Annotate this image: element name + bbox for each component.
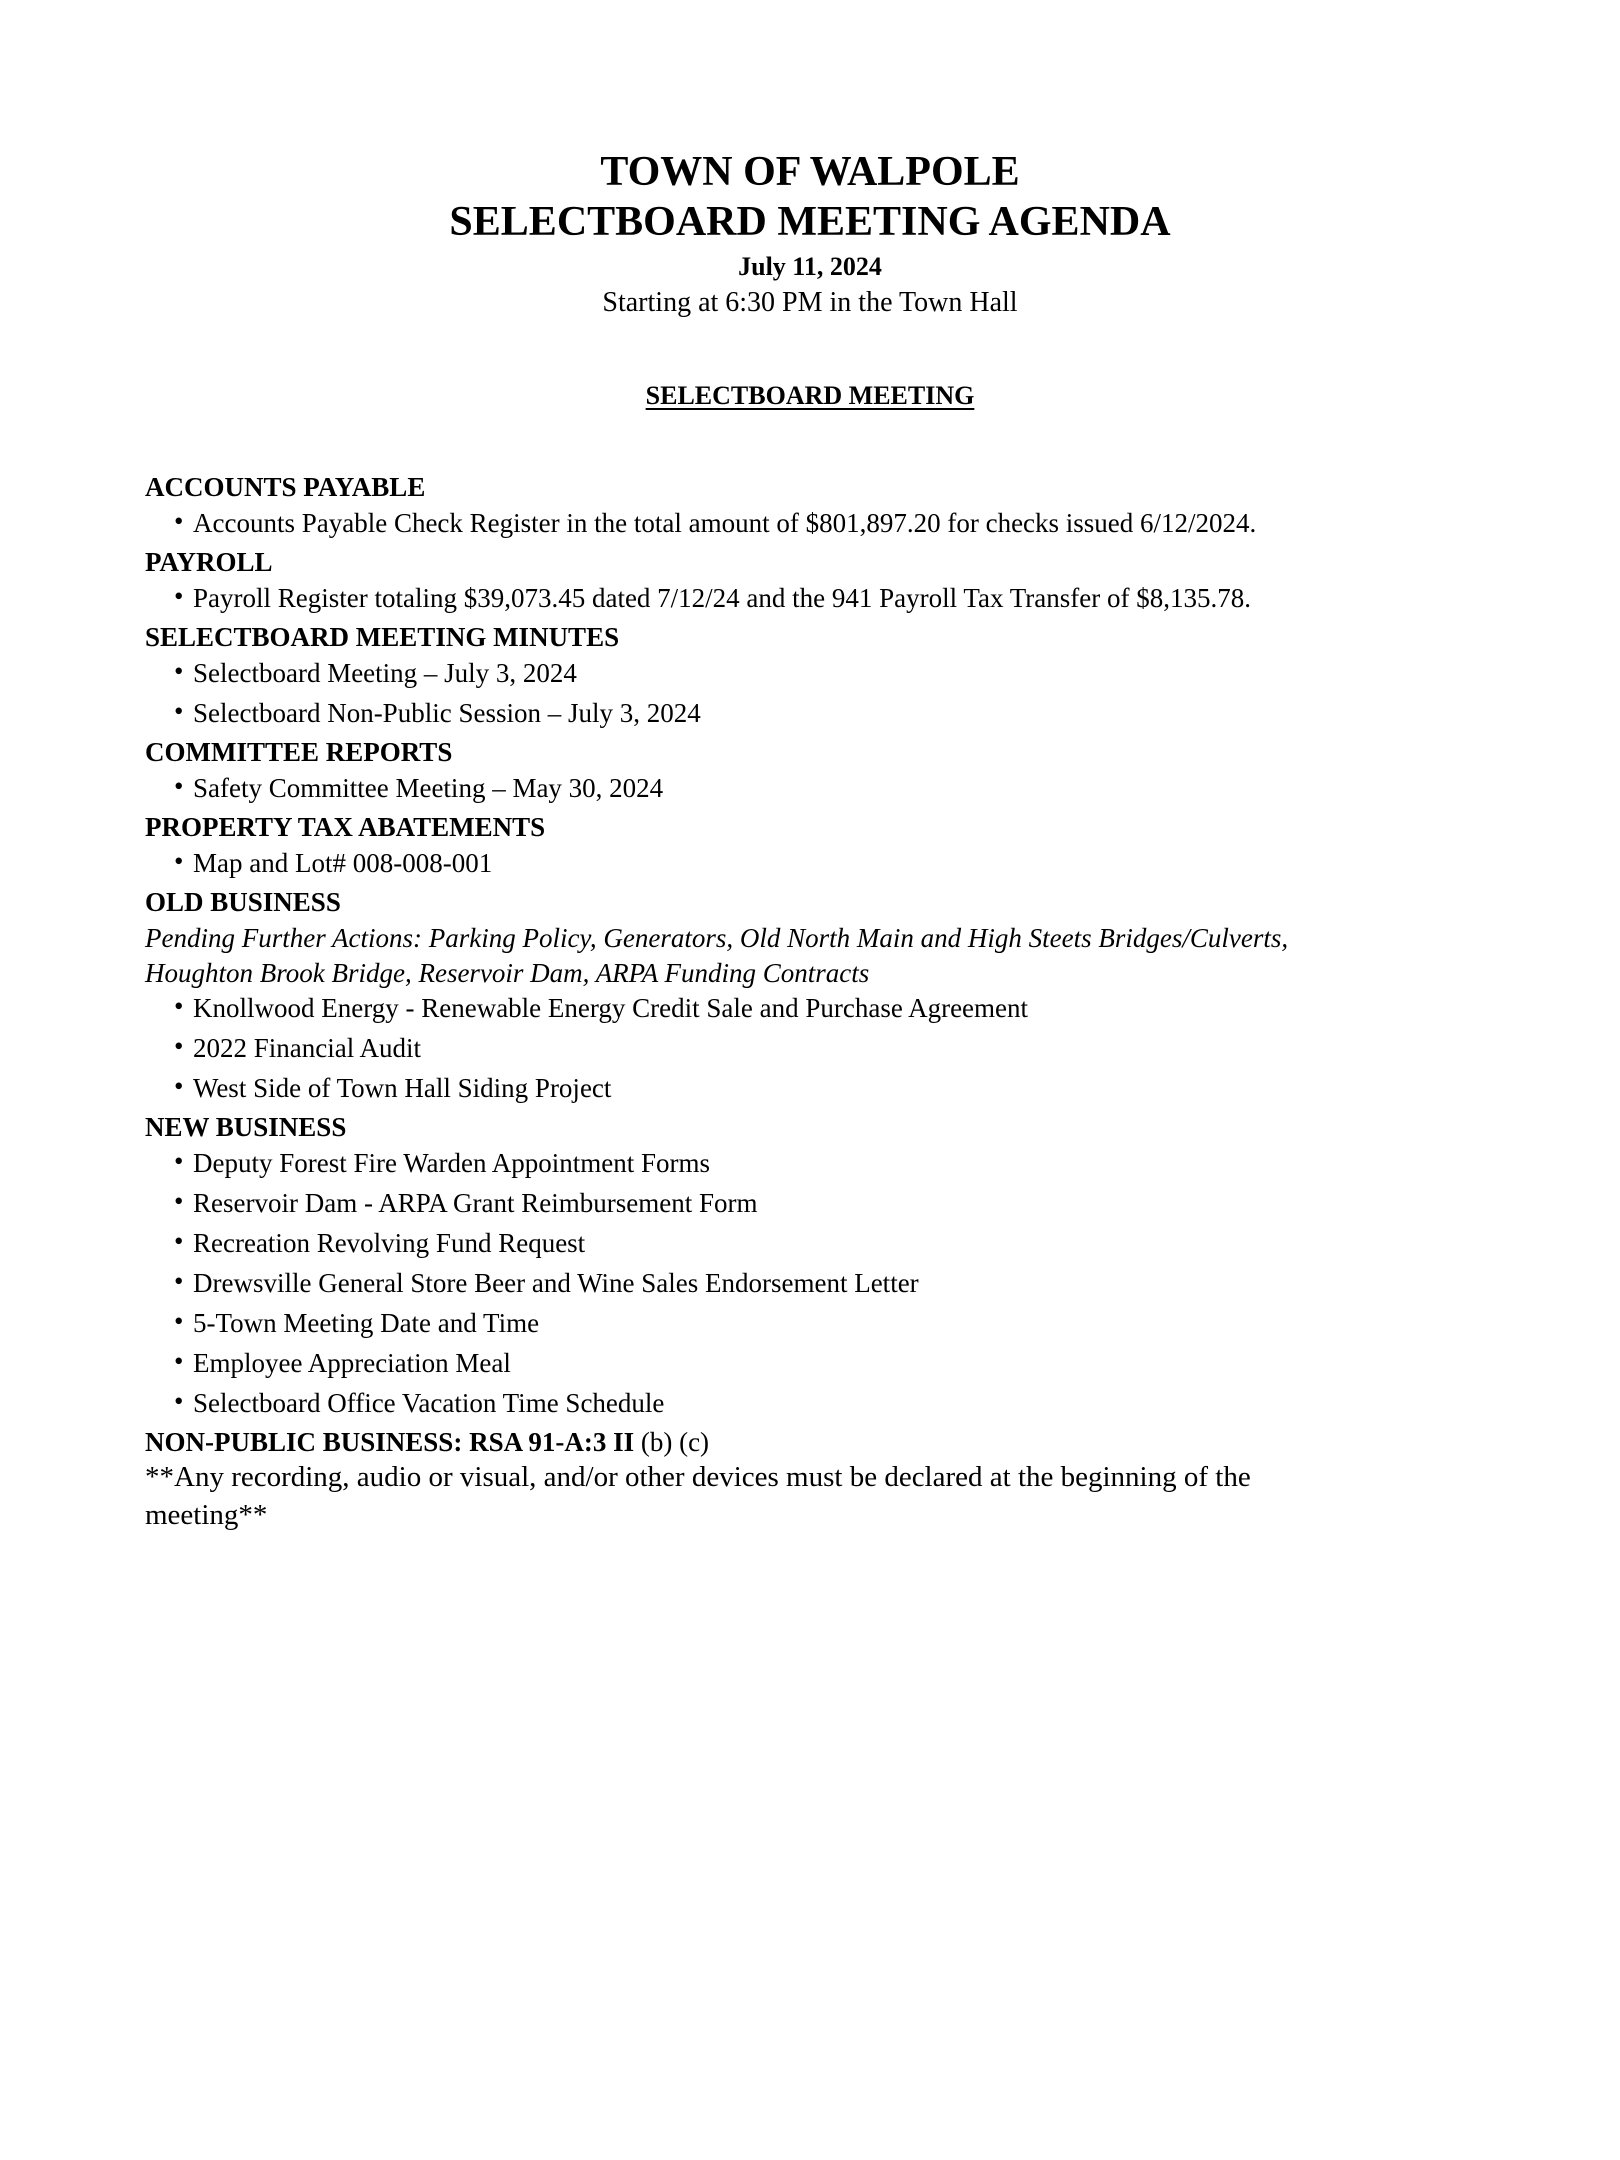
list-item: • Map and Lot# 008-008-001 xyxy=(193,850,492,877)
list-item: • Selectboard Meeting – July 3, 2024 xyxy=(193,660,577,687)
town-title: TOWN OF WALPOLE xyxy=(600,149,1020,195)
list-item: • Payroll Register totaling $39,073.45 dated 7/12/24 and the 941 Payroll Tax Transfer of $8,135.78. xyxy=(193,585,1251,612)
list-item: • Recreation Revolving Fund Request xyxy=(193,1230,585,1257)
heading-minutes: SELECTBOARD MEETING MINUTES xyxy=(145,622,620,652)
recording-notice-line-1: **Any recording, audio or visual, and/or other devices must be declared at the beginning of the xyxy=(145,1461,1251,1493)
list-item: • 5-Town Meeting Date and Time xyxy=(193,1310,539,1337)
list-item: • Selectboard Office Vacation Time Schedule xyxy=(193,1390,664,1417)
recording-notice-line-2: meeting** xyxy=(145,1499,268,1531)
heading-old-business: OLD BUSINESS xyxy=(145,887,341,917)
list-item: • Deputy Forest Fire Warden Appointment Forms xyxy=(193,1150,710,1177)
heading-accounts-payable: ACCOUNTS PAYABLE xyxy=(145,472,426,502)
non-public-heading: NON-PUBLIC BUSINESS: RSA 91-A:3 II xyxy=(145,1427,635,1457)
heading-new-business: NEW BUSINESS xyxy=(145,1112,347,1142)
list-item: • Knollwood Energy - Renewable Energy Credit Sale and Purchase Agreement xyxy=(193,995,1028,1022)
list-item: • Drewsville General Store Beer and Wine Sales Endorsement Letter xyxy=(193,1270,919,1297)
list-item: • Employee Appreciation Meal xyxy=(193,1350,511,1377)
list-item: • Reservoir Dam - ARPA Grant Reimbursement Form xyxy=(193,1190,757,1217)
list-item: • West Side of Town Hall Siding Project xyxy=(193,1075,611,1102)
pending-actions-line-1: Pending Further Actions: Parking Policy, Generators, Old North Main and High Steets Bridges/Culverts, xyxy=(145,923,1289,953)
section-heading: SELECTBOARD MEETING xyxy=(645,381,975,410)
list-item: • Accounts Payable Check Register in the total amount of $801,897.20 for checks issued 6/12/2024. xyxy=(193,510,1256,537)
agenda-title: SELECTBOARD MEETING AGENDA xyxy=(449,199,1171,245)
list-item: • 2022 Financial Audit xyxy=(193,1035,421,1062)
heading-property-tax-abatements: PROPERTY TAX ABATEMENTS xyxy=(145,812,546,842)
non-public-suffix: (b) (c) xyxy=(634,1427,710,1457)
non-public-business xyxy=(145,1429,709,1456)
start-time: Starting at 6:30 PM in the Town Hall xyxy=(602,287,1018,318)
list-item: • Safety Committee Meeting – May 30, 2024 xyxy=(193,775,663,802)
meeting-date: July 11, 2024 xyxy=(738,252,882,281)
list-item: • Selectboard Non-Public Session – July 3, 2024 xyxy=(193,700,701,727)
pending-actions-line-2: Houghton Brook Bridge, Reservoir Dam, ARPA Funding Contracts xyxy=(145,958,870,988)
heading-payroll: PAYROLL xyxy=(145,547,273,577)
heading-committee-reports: COMMITTEE REPORTS xyxy=(145,737,453,767)
